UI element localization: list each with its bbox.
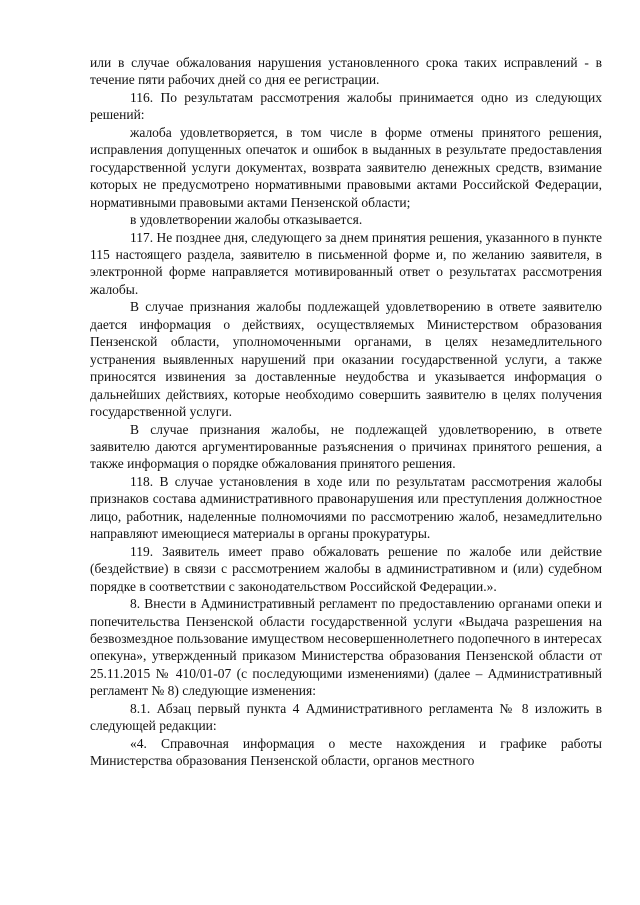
paragraph-118: 118. В случае установления в ходе или по результатам рассмотрения жалобы признаков состава административного правонарушения или преступления должностное лицо, работник, наделенные полномочиями по рассмотрению жалоб, незамедлительно направляют имеющиеся материалы в органы прокуратуры. — [90, 473, 602, 542]
paragraph-116: 116. По результатам рассмотрения жалобы принимается одно из следующих решений: — [90, 89, 602, 123]
paragraph-complaint-satisfied: жалоба удовлетворяется, в том числе в форме отмены принятого решения, исправления допущенных опечаток и ошибок в выданных в результате предоставления государственной услуги документах, возврата заявителю денежных средств, взимание которых не предусмотрено нормативными правовыми актами Российской Федерации, нормативными правовыми актами Пензенской области; — [90, 124, 602, 210]
paragraph-satisfaction-response: В случае признания жалобы подлежащей удовлетворению в ответе заявителю дается информация о действиях, осуществляемых Министерством образования Пензенской области, уполномоченными органами, в целях незамедлительного устранения выявленных нарушений при оказании государственной услуги, а также приносятся извинения за доставленные неудобства и указывается информация о дальнейших действиях, которые необходимо совершить заявителю в целях получения государственной услуги. — [90, 299, 602, 420]
paragraph-117: 117. Не позднее дня, следующего за днем принятия решения, указанного в пункте 115 настоящего раздела, заявителю в письменной форме и, по желанию заявителя, в электронной форме направляется мотивированный ответ о результатах рассмотрения жалобы. — [90, 229, 602, 297]
paragraph-denial-response: В случае признания жалобы, не подлежащей удовлетворению, в ответе заявителю даются аргументированные разъяснения о причинах принятого решения, а также информация о порядке обжалования принятого решения. — [90, 421, 602, 472]
paragraph-continuation: или в случае обжалования нарушения установленного срока таких исправлений - в течение пяти рабочих дней со дня ее регистрации. — [90, 55, 602, 88]
paragraph-8: 8. Внести в Административный регламент по предоставлению органами опеки и попечительства Пензенской области государственной услуги «Выдача разрешения на безвозмездное пользование имуществом несовершеннолетнего подопечного в интересах опекуна», утвержденный приказом Министерства образования Пензенской области от 25.11.2015 № 410/01-07 (с последующими изменениями) (далее – Административный регламент № 8) следующие изменения: — [90, 596, 602, 699]
paragraph-complaint-denied: в удовлетворении жалобы отказывается. — [130, 212, 363, 228]
paragraph-119: 119. Заявитель имеет право обжаловать решение по жалобе или действие (бездействие) в связи с рассмотрением жалобы в административном и (или) судебном порядке в соответствии с законодательством Российской Федерации.». — [90, 543, 602, 594]
document-body — [90, 54, 602, 770]
paragraph-4-quote: «4. Справочная информация о месте нахождения и графике работы Министерства образования Пензенской области, органов местного — [90, 735, 602, 769]
paragraph-8-1: 8.1. Абзац первый пункта 4 Административного регламента № 8 изложить в следующей редакции: — [90, 700, 602, 734]
